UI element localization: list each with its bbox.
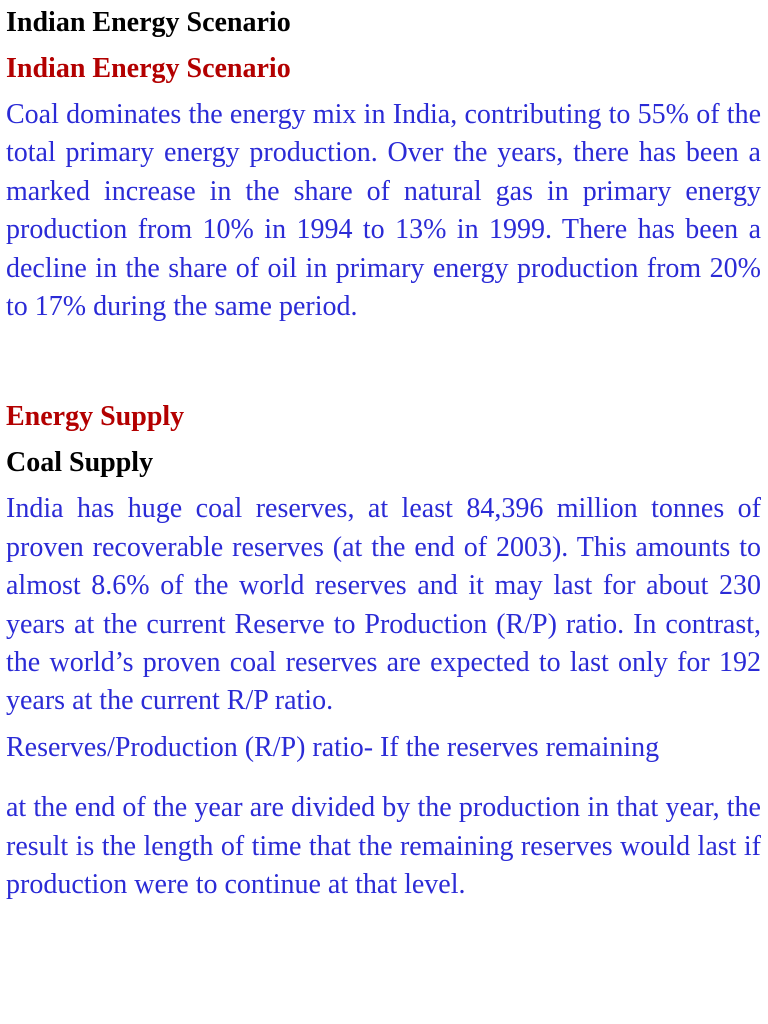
paragraph-energy-mix: Coal dominates the energy mix in India, contributing to 55% of the total primary energy production. Over the years, there has been a marked increase in the share of natural gas in primary energy production from 10% in 1994 to 13% in 1999. There has been a decline in the share of oil in primary energy production from 20% to 17% during the same period.	[6, 99, 761, 323]
section-title-energy-supply: Energy Supply	[6, 401, 185, 433]
document-title: Indian Energy Scenario	[6, 7, 291, 38]
section-title-indian-energy-scenario: Indian Energy Scenario	[6, 53, 291, 84]
paragraph-rp-ratio-definition: at the end of the year are divided by the production in that year, the result is the length of time that the remaining reserves would last if production were to continue at that level.	[6, 792, 761, 901]
paragraph-coal-reserves: India has huge coal reserves, at least 84,396 million tonnes of proven recoverable reserves (at the end of 2003). This amounts to almost 8.6% of the world reserves and it may last for about 230 years at the current Reserve to Production (R/P) ratio. In contrast, the world’s proven coal reserves are expected to last only for 192 years at the current R/P ratio.	[6, 493, 761, 717]
subsection-title-coal-supply: Coal Supply	[6, 447, 154, 479]
paragraph-rp-ratio-intro: Reserves/Production (R/P) ratio- If the reserves remaining	[6, 731, 660, 763]
